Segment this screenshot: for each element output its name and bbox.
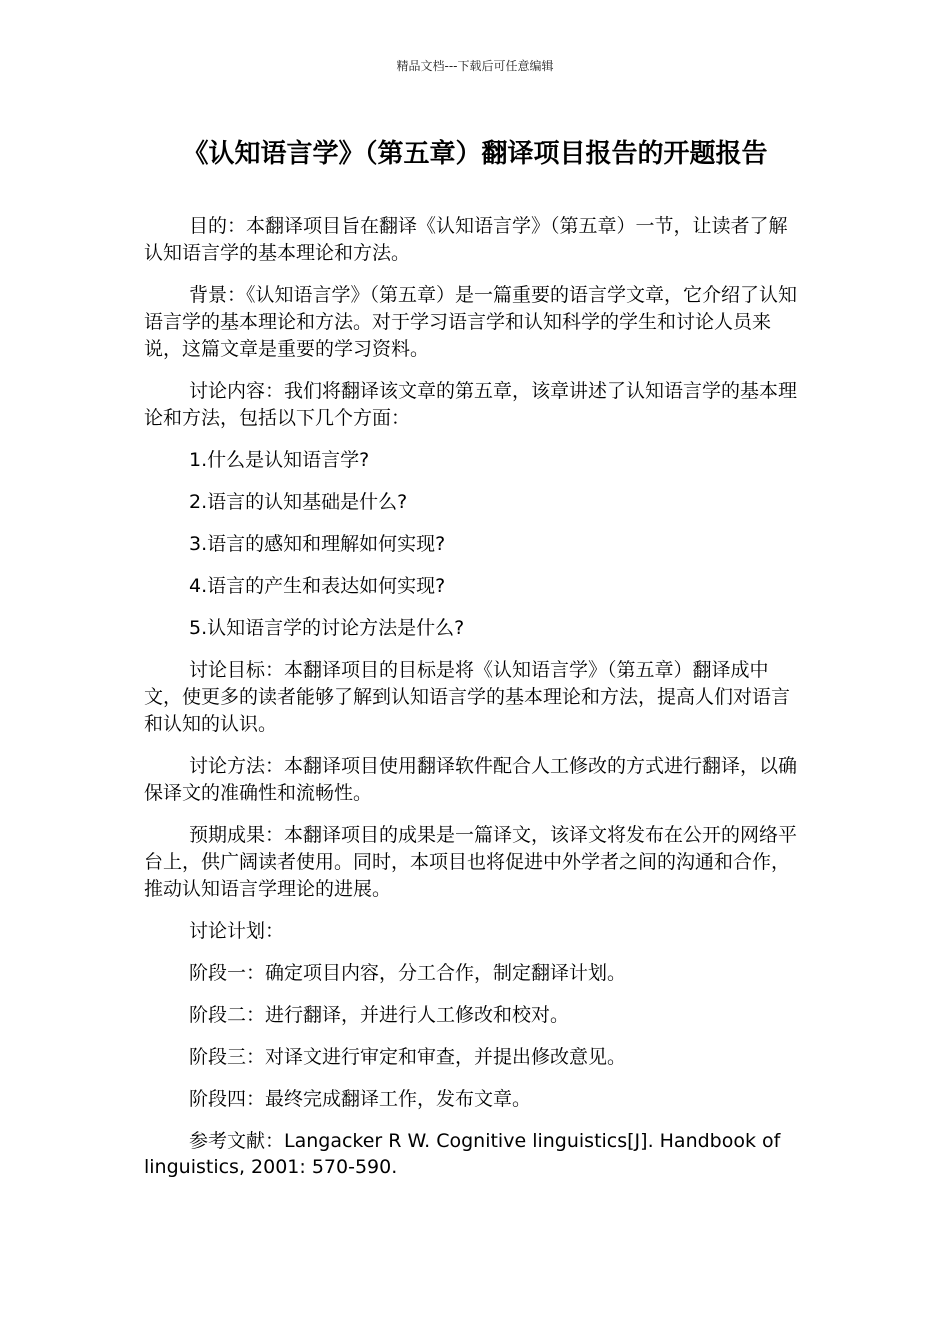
plan-stage: 阶段二：进行翻译，并进行人工修改和校对。 [189, 1004, 570, 1026]
plan-stage: 阶段一：确定项目内容，分工合作，制定翻译计划。 [189, 962, 627, 984]
list-item: 2.语言的认知基础是什么? [189, 491, 408, 513]
plan-stage: 阶段三：对译文进行审定和审查，并提出修改意见。 [189, 1046, 627, 1068]
paragraph-goal: 讨论目标：本翻译项目的目标是将《认知语言学》（第五章）翻译成中文，使更多的读者能够了解到认知语言学的基本理论和方法，提高人们对语言和认知的认识。 [144, 659, 791, 735]
list-item: 4.语言的产生和表达如何实现? [189, 575, 446, 597]
paragraph-plan-heading: 讨论计划： [189, 920, 285, 942]
paragraph-purpose: 目的：本翻译项目旨在翻译《认知语言学》（第五章）一节，让读者了解认知语言学的基本理论和方法。 [144, 215, 788, 264]
paragraph-outcome: 预期成果：本翻译项目的成果是一篇译文，该译文将发布在公开的网络平台上，供广阔读者使用。同时，本项目也将促进中外学者之间的沟通和合作，推动认知语言学理论的进展。 [144, 824, 798, 900]
list-item: 1.什么是认知语言学? [189, 449, 370, 471]
document-body [144, 213, 806, 1195]
plan-stage: 阶段四：最终完成翻译工作，发布文章。 [189, 1088, 532, 1110]
header-note: 精品文档---下载后可任意编辑 [396, 59, 554, 73]
list-item: 5.认知语言学的讨论方法是什么? [189, 617, 465, 639]
list-item: 3.语言的感知和理解如何实现? [189, 533, 446, 555]
paragraph-background: 背景：《认知语言学》（第五章）是一篇重要的语言学文章，它介绍了认知语言学的基本理论和方法。对于学习语言学和认知科学的学生和讨论人员来说，这篇文章是重要的学习资料。 [144, 284, 798, 360]
paragraph-method: 讨论方法：本翻译项目使用翻译软件配合人工修改的方式进行翻译，以确保译文的准确性和流畅性。 [144, 755, 798, 804]
paragraph-content: 讨论内容：我们将翻译该文章的第五章，该章讲述了认知语言学的基本理论和方法，包括以下几个方面： [144, 380, 798, 429]
page-title: 《认知语言学》（第五章）翻译项目报告的开题报告 [182, 139, 768, 169]
paragraph-references: 参考文献：Langacker R W. Cognitive linguistics[J]. Handbook of linguistics, 2001: 570-590. [144, 1130, 781, 1178]
